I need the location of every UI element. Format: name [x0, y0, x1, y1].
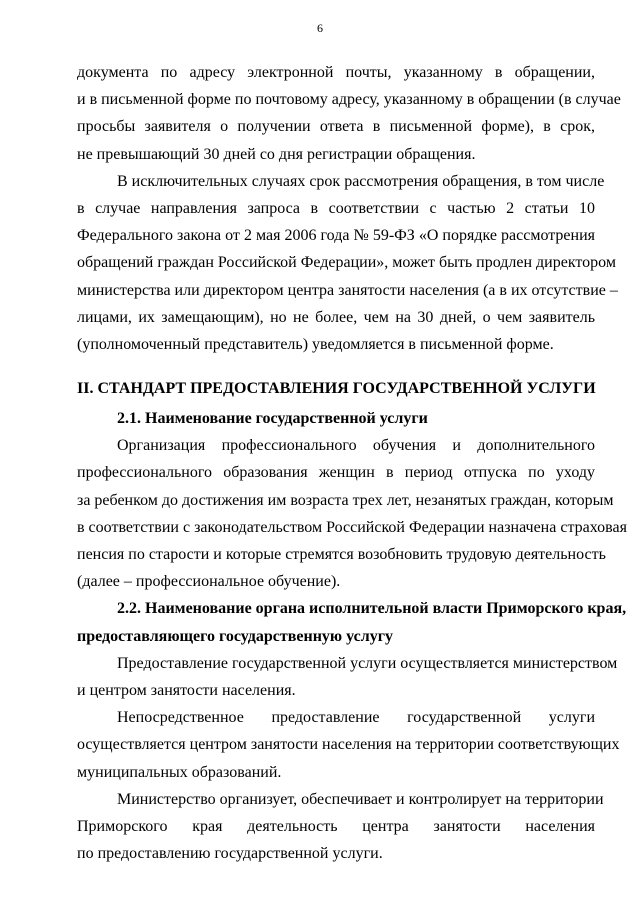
text-line: просьбы заявителя о получении ответа в письменной форме), в срок, [77, 118, 595, 136]
text-line: Федерального закона от 2 мая 2006 года № 59-ФЗ «О порядке рассмотрения [77, 227, 595, 245]
text-line: министерства или директором центра занятости населения (а в их отсутствие – [77, 281, 618, 299]
text-line: обращений граждан Российской Федерации», может быть продлен директором [77, 254, 616, 272]
text-line: Организация профессионального обучения и дополнительного [117, 437, 595, 455]
paragraph-ministry-control [77, 786, 604, 868]
document-body [77, 59, 627, 867]
text-line: и в письменной форме по почтовому адресу, указанному в обращении (в случае [77, 91, 621, 109]
text-line: (уполномоченный представитель) уведомляется в письменной форме. [77, 335, 554, 353]
text-line: пенсия по старости и которые стремятся возобновить трудовую деятельность [77, 546, 606, 563]
text-line: Непосредственное предоставление государственной услуги [117, 709, 595, 727]
text-line: лицами, их замещающим), но не более, чем на 30 дней, о чем заявитель [77, 308, 595, 326]
text-line: документа по адресу электронной почты, указанному в обращении, [77, 64, 595, 81]
text-line: в случае направления запроса в соответствии с частью 2 статьи 10 [77, 199, 595, 217]
text-line: (далее – профессиональное обучение). [77, 573, 341, 591]
section-title: II. СТАНДАРТ ПРЕДОСТАВЛЕНИЯ ГОСУДАРСТВЕННОЙ УСЛУГИ [77, 380, 596, 398]
subsection-heading-2-1: 2.1. Наименование государственной услуги [117, 410, 428, 428]
text-line: Министерство организует, обеспечивает и контролирует на территории [117, 790, 604, 808]
text-line: и центром занятости населения. [77, 681, 296, 699]
text-line: муниципальных образований. [77, 763, 282, 781]
heading-line: предоставляющего государственную услугу [77, 627, 393, 645]
text-line: за ребенком до достижения им возраста трех лет, незанятых граждан, которым [77, 491, 614, 509]
paragraph-exceptional-cases [77, 168, 618, 358]
text-line: Приморского края деятельность центра занятости населения [77, 817, 595, 835]
text-line: в соответствии с законодательством Российской Федерации назначена страховая [77, 518, 627, 536]
page-number: 6 [317, 21, 323, 35]
paragraph-service-name [77, 432, 627, 595]
text-line: профессионального образования женщин в период отпуска по уходу [77, 464, 595, 482]
heading-line: 2.2. Наименование органа исполнительной власти Приморского края, [117, 600, 627, 618]
paragraph-provider [77, 650, 618, 704]
text-line: осуществляется центром занятости населения на территории соответствующих [77, 736, 620, 754]
text-line: В исключительных случаях срок рассмотрения обращения, в том числе [117, 172, 605, 190]
subsection-heading-2-2 [77, 595, 627, 649]
text-line: Предоставление государственной услуги осуществляется министерством [117, 654, 618, 672]
text-line: по предоставлению государственной услуги. [77, 845, 383, 863]
paragraph-response-method [77, 59, 621, 168]
text-line: не превышающий 30 дней со дня регистрации обращения. [77, 145, 476, 163]
paragraph-direct-provision [77, 704, 620, 786]
